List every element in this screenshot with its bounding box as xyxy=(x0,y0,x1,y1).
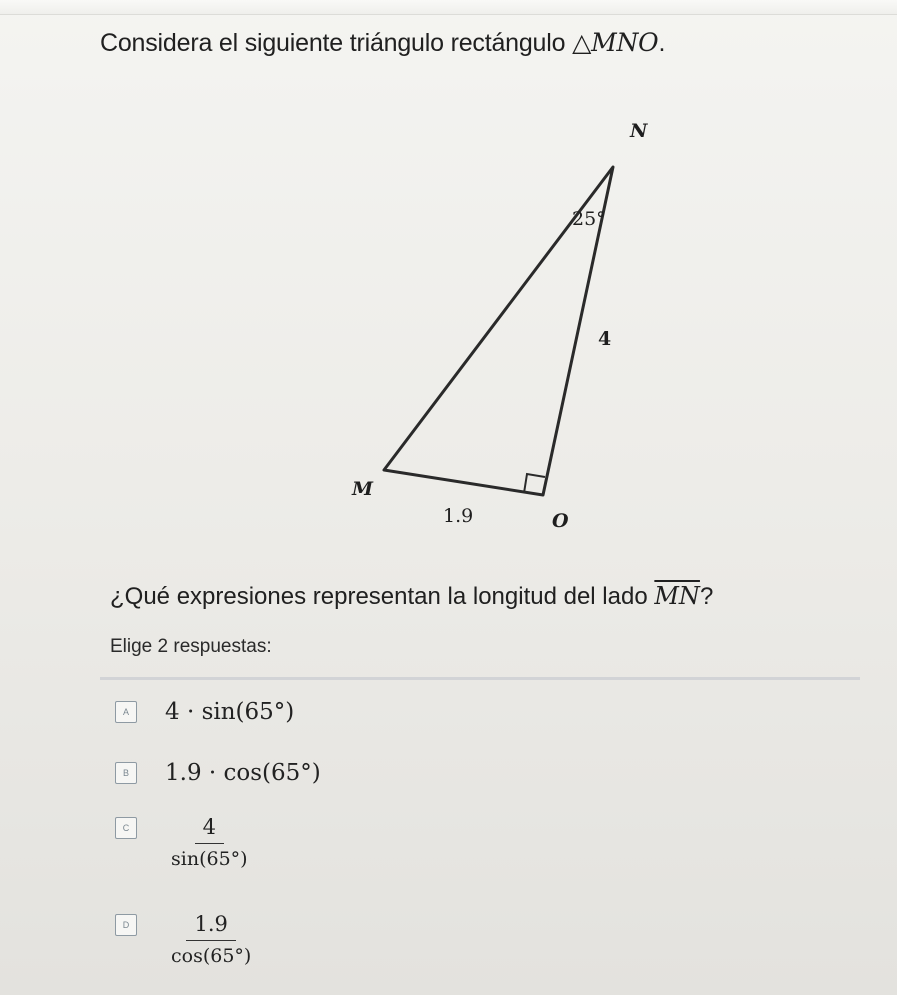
option-d-fraction xyxy=(165,912,257,967)
option-a[interactable] xyxy=(115,699,294,725)
vertex-label-n: N xyxy=(630,120,648,142)
option-c-letter: C xyxy=(122,823,130,833)
side-label-no: 4 xyxy=(598,328,612,350)
question-prefix: ¿Qué expresiones representan la longitud del lado xyxy=(110,583,655,610)
option-a-checkbox[interactable] xyxy=(115,701,137,723)
option-c-denominator: sin(65°) xyxy=(171,848,248,870)
question-text xyxy=(110,580,713,613)
answer-hint: Elige 2 respuestas: xyxy=(110,636,272,657)
triangle-figure xyxy=(330,105,648,545)
right-angle-marker xyxy=(524,474,545,493)
option-c-fraction xyxy=(165,815,254,870)
problem-statement xyxy=(100,26,665,60)
triangle-name: △MNO xyxy=(572,28,659,57)
option-d-checkbox[interactable] xyxy=(115,914,137,936)
option-c-numerator: 4 xyxy=(195,815,224,844)
side-label-mo: 1.9 xyxy=(443,505,474,527)
options-divider xyxy=(100,677,860,680)
option-a-letter: A xyxy=(122,707,129,717)
option-b-checkbox[interactable] xyxy=(115,762,137,784)
option-d-denominator: cos(65°) xyxy=(171,945,252,967)
vertex-label-o: O xyxy=(552,510,569,532)
option-c[interactable] xyxy=(115,815,254,870)
option-b-letter: B xyxy=(122,768,129,778)
top-rule xyxy=(0,0,897,15)
option-a-expression: 4 · sin(65°) xyxy=(165,699,295,725)
option-d-numerator: 1.9 xyxy=(186,912,235,941)
vertex-label-m: M xyxy=(352,478,374,500)
option-d-letter: D xyxy=(122,920,130,930)
segment-mn: $\overline{MN}$ xyxy=(654,582,700,610)
intro-suffix: . xyxy=(658,29,666,57)
question-suffix: ? xyxy=(699,583,714,610)
option-b[interactable] xyxy=(115,760,321,786)
option-c-checkbox[interactable] xyxy=(115,817,137,839)
option-d[interactable] xyxy=(115,912,257,967)
intro-prefix: Considera el siguiente triángulo rectángulo xyxy=(100,29,573,57)
angle-label-n: 25° xyxy=(572,208,606,230)
option-b-expression: 1.9 · cos(65°) xyxy=(165,760,321,786)
